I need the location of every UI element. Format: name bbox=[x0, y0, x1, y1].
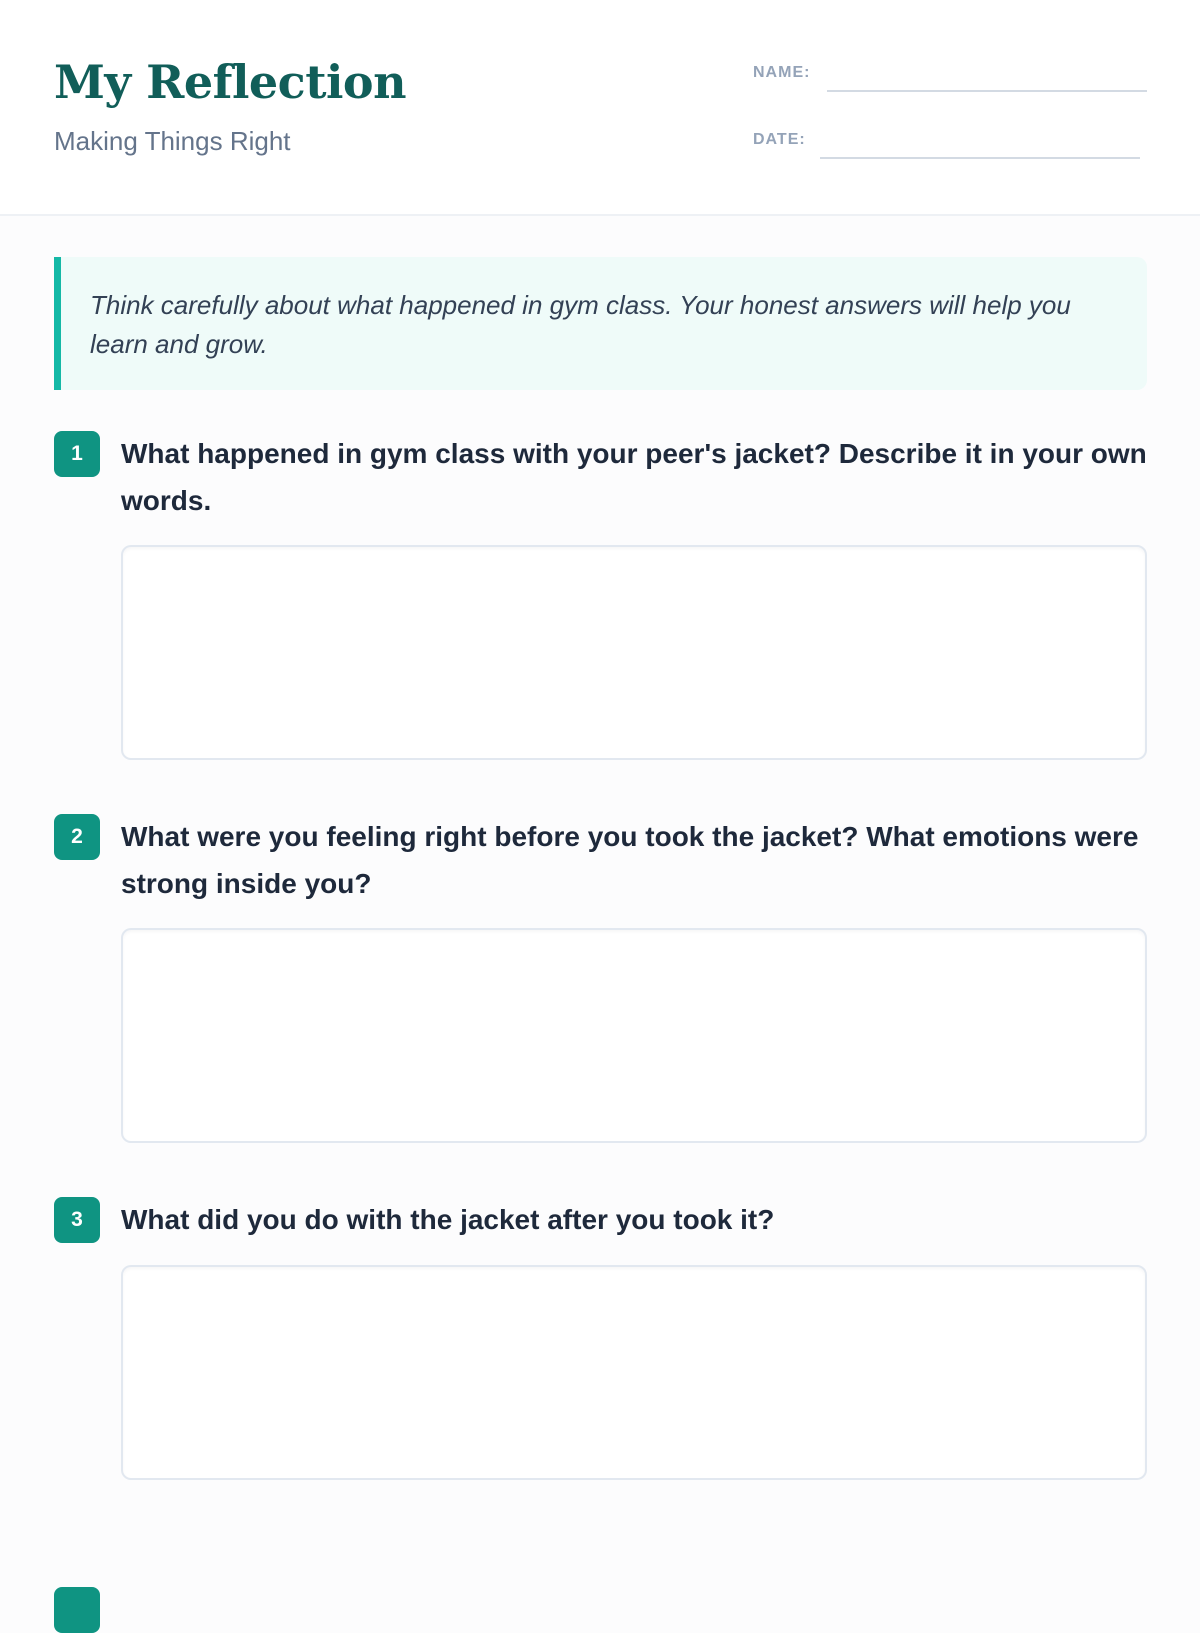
question-number-badge-partial bbox=[54, 1587, 100, 1633]
name-label: NAME: bbox=[753, 64, 811, 81]
date-field[interactable] bbox=[820, 157, 1140, 159]
instructions-box: Think carefully about what happened in gym class. Your honest answers will help you learn and grow. bbox=[54, 257, 1147, 390]
answer-box-2[interactable] bbox=[121, 928, 1147, 1143]
name-field[interactable] bbox=[827, 90, 1147, 92]
date-label: DATE: bbox=[753, 131, 806, 148]
page-title: My Reflection bbox=[54, 55, 407, 109]
question-number-badge: 3 bbox=[54, 1197, 100, 1243]
page-subtitle: Making Things Right bbox=[54, 126, 291, 156]
question-number-badge: 2 bbox=[54, 814, 100, 860]
question-text: What happened in gym class with your peer's jacket? Describe it in your own words. bbox=[121, 438, 1147, 516]
question-text: What did you do with the jacket after you took it? bbox=[121, 1204, 775, 1235]
question-text: What were you feeling right before you took the jacket? What emotions were strong inside you? bbox=[121, 821, 1139, 899]
worksheet-header bbox=[0, 0, 1200, 216]
answer-box-1[interactable] bbox=[121, 545, 1147, 760]
question-number-badge: 1 bbox=[54, 431, 100, 477]
answer-box-3[interactable] bbox=[121, 1265, 1147, 1480]
